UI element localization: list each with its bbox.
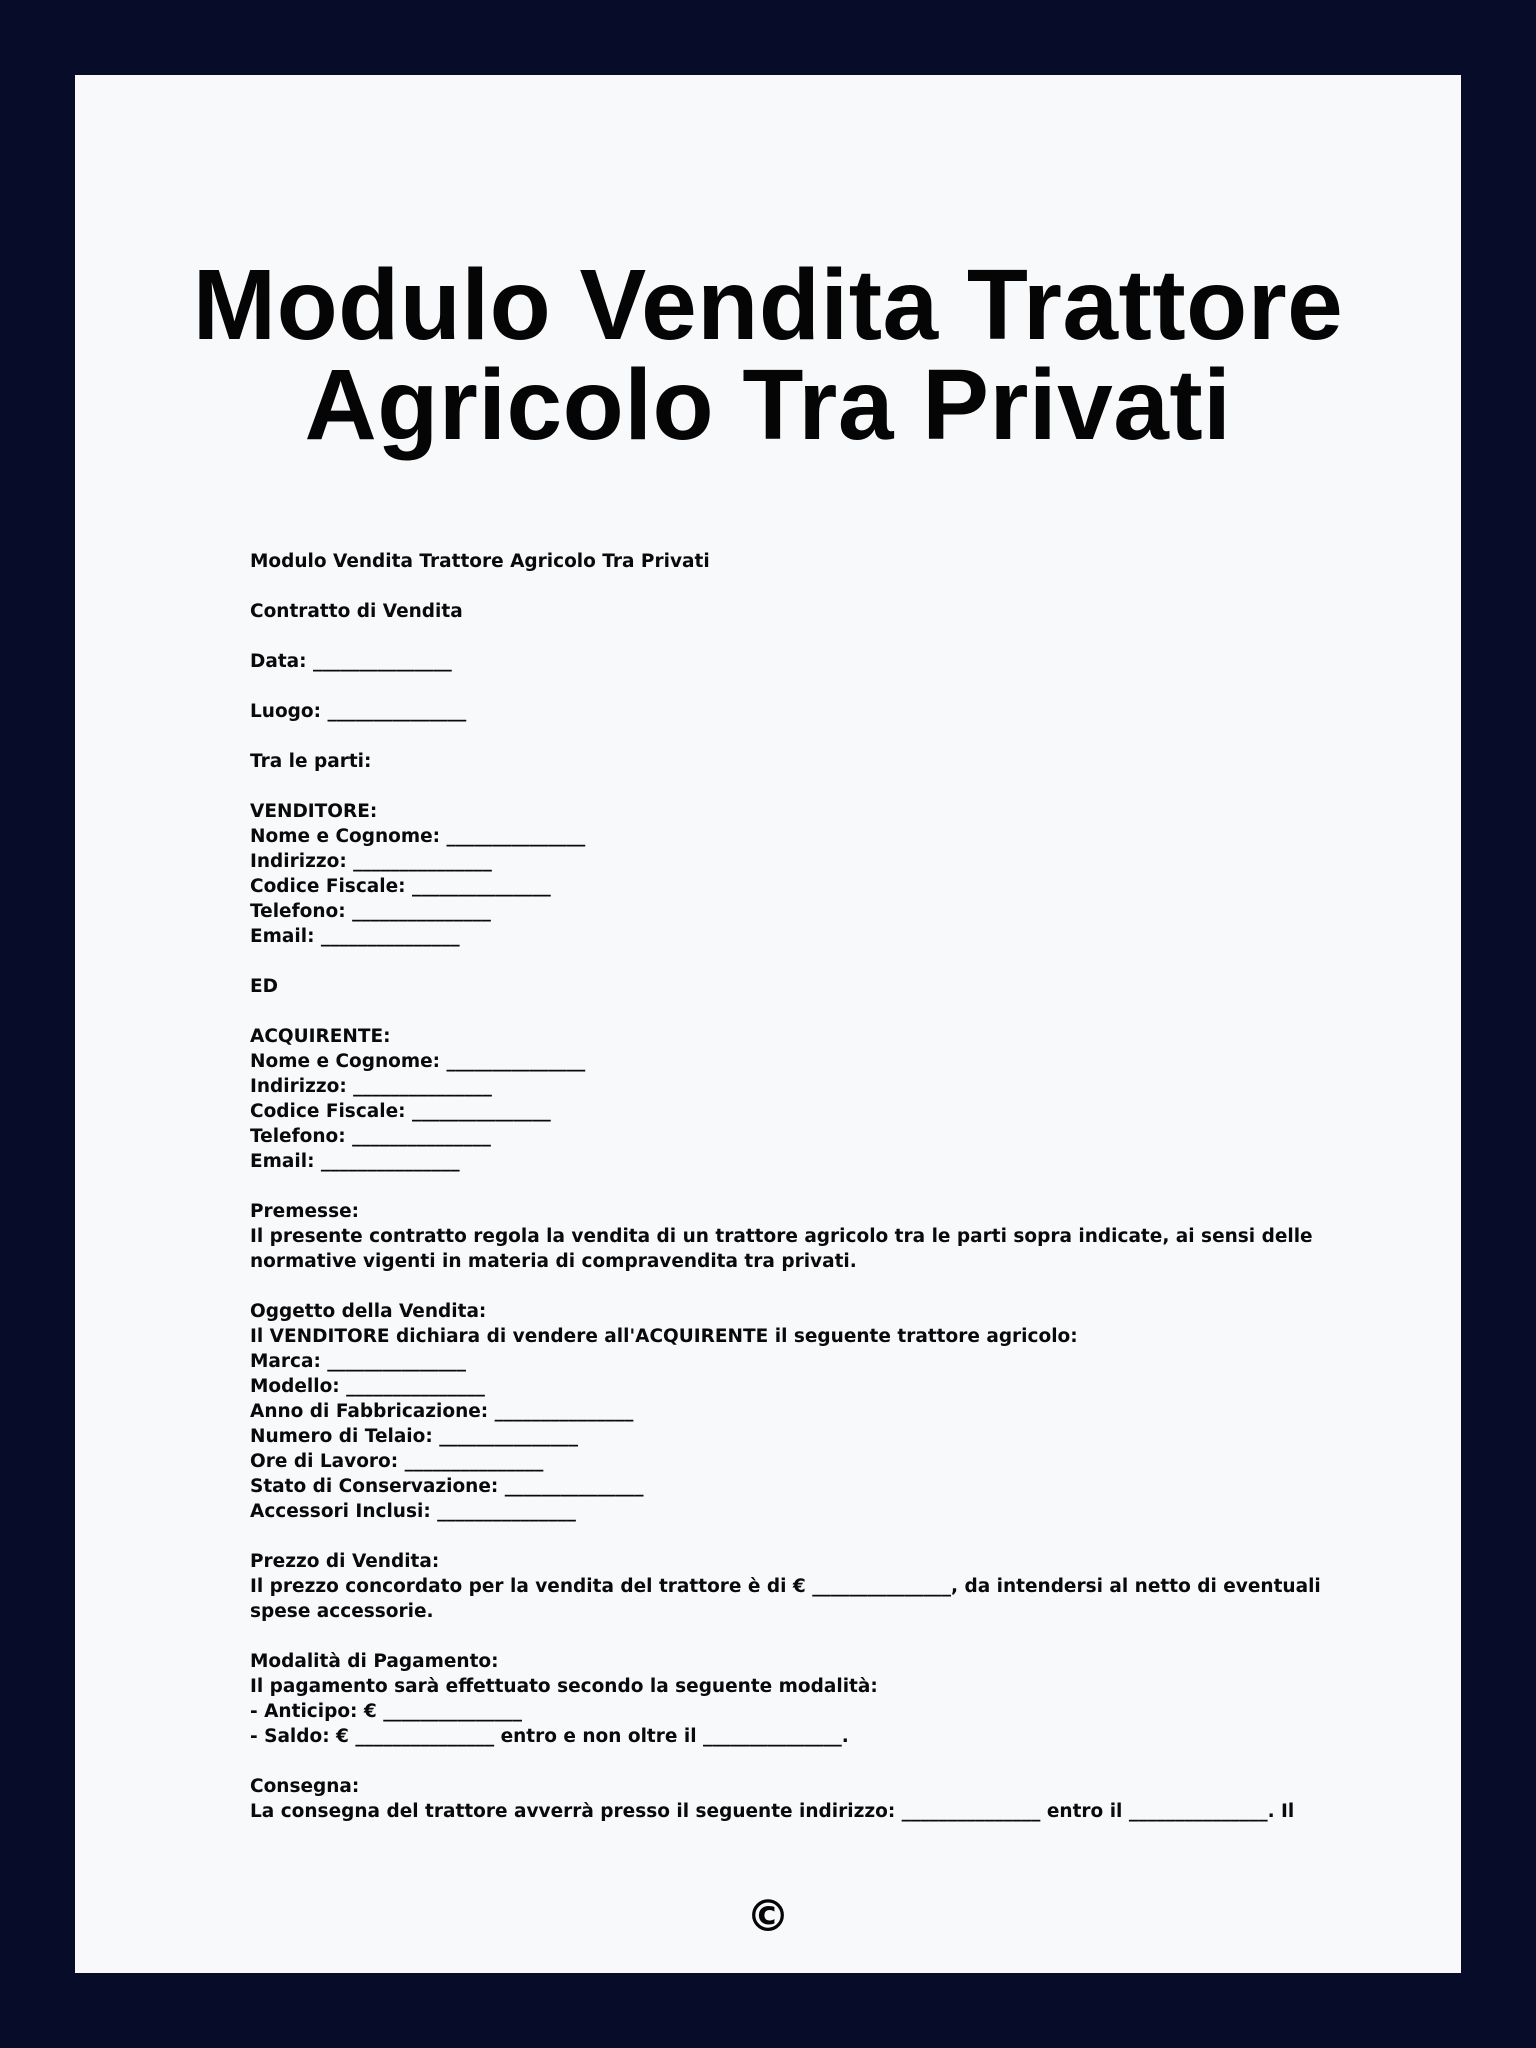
contract-body-text: Modulo Vendita Trattore Agricolo Tra Privati Contratto di Vendita Data: _______________ Luogo: _______________ Tra le parti: VENDITORE: Nome e Cognome: _______________ Indirizzo: _______________ Codice Fiscale: _______________ Telefono: _______________ Email: _______________ ED ACQUIRENTE: Nome e Cognome: _______________ Indirizzo: _______________ Codice Fiscale: _______________ Telefono: _______________ Email: _______________ Premesse: Il presente contratto regola la vendita di un trattore agricolo tra le parti sopra indicate, ai sensi delle normative vigenti in materia di compravendita tra privati. Oggetto della Vendita: Il VENDITORE dichiara di vendere all'ACQUIRENTE il seguente trattore agricolo: Marca: _______________ Modello: _______________ Anno di Fabbricazione: _______________ Numero di Telaio: _______________ Ore di Lavoro: _______________ Stato di Conservazione: _______________ Accessori Inclusi: _______________ Prezzo di Vendita: Il prezzo concordato per la vendita del trattore è di € _______________, da intendersi al netto di eventuali spese accessorie. Modalità di Pagamento: Il pagamento sarà effettuato secondo la seguente modalità: - Anticipo: € _______________ - Saldo: € _______________ entro e non oltre il _______________. Consegna: La consegna del trattore avverrà presso il seguente indirizzo: _______________ entro il _______________. Il <box>250 551 1321 1822</box>
document-title <box>75 249 1461 461</box>
title-line-2: Agricolo Tra Privati <box>304 349 1232 461</box>
title-line-1: Modulo Vendita Trattore <box>192 249 1344 361</box>
document-page <box>75 75 1461 1973</box>
copyright-icon: © <box>746 1891 790 1942</box>
